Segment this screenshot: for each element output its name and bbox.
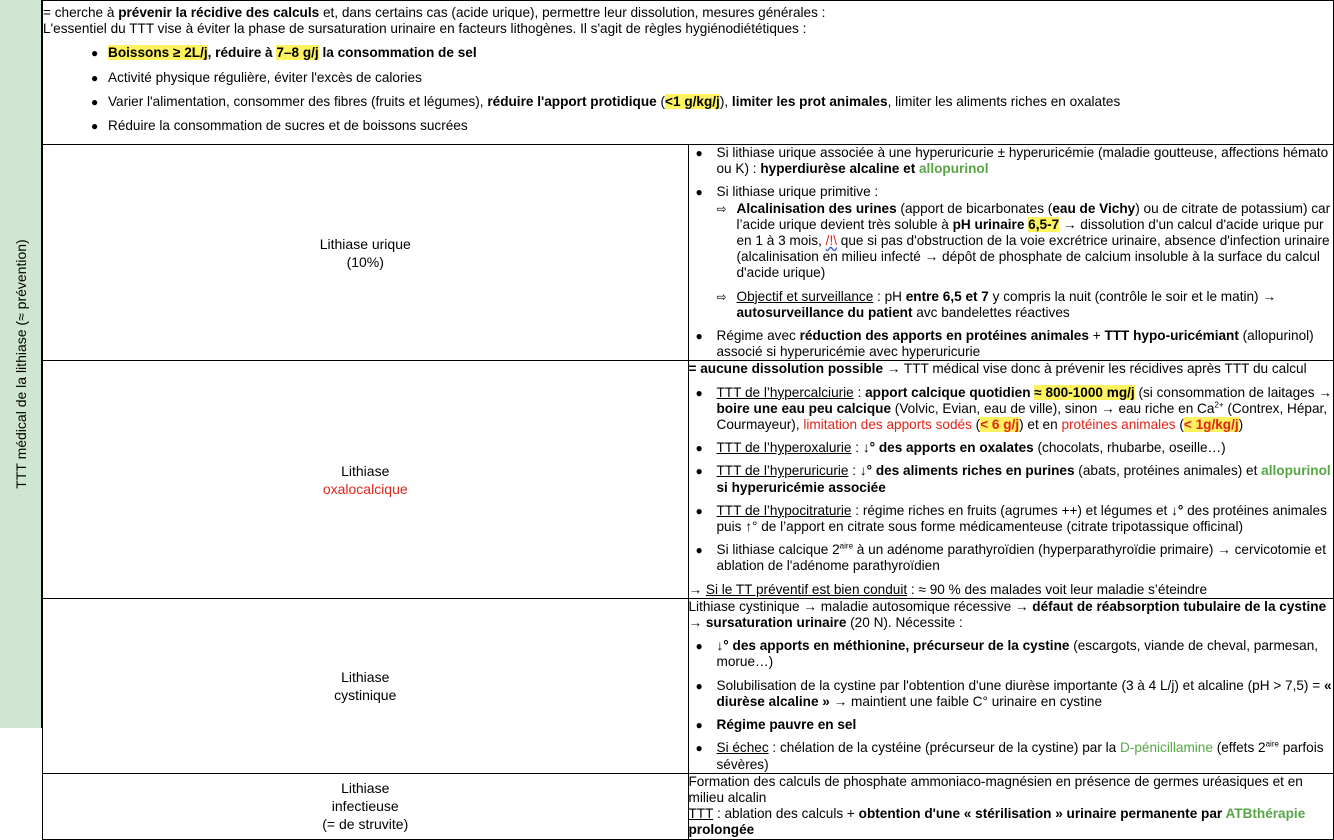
- text-run: +: [1088, 328, 1105, 344]
- bullet-item: [689, 503, 1334, 535]
- text-run: y compris la nuit (contrôle le soir et le matin) →: [988, 288, 1276, 304]
- bullet-marker-icon: ●: [695, 741, 703, 756]
- text-run: TTT de l’hyperuricurie: [716, 463, 849, 479]
- text-run: que si pas d'obstruction de la voie excrétrice urinaire, absence d'infection urinaire (alcalinisation en milieu infecté → dépôt de phosphate de calcium insoluble à la surface du calcul d'acide urique): [736, 233, 1330, 281]
- bullet-item: [689, 638, 1334, 670]
- text-run: :: [853, 384, 866, 400]
- text-run: Régime avec: [716, 328, 800, 344]
- text-run: Si lithiase urique primitive :: [716, 184, 879, 200]
- text-line: [689, 582, 1334, 598]
- section-label-line: Lithiase urique: [319, 235, 411, 252]
- text-run: Solubilisation de la cystine par l'obtention d'une diurèse importante (3 à 4 L/j) et alcaline (pH > 7,5) =: [716, 677, 1324, 693]
- text-run: prolongée: [688, 822, 755, 838]
- text-run: protéines animales: [1061, 417, 1176, 433]
- section-body-infectieuse: [688, 773, 1334, 839]
- arrow-marker-icon: ⇨: [716, 201, 727, 216]
- text-run: parfois sévères): [716, 740, 1324, 772]
- text-run: limitation des apports sodés: [803, 417, 972, 433]
- text-run: « diurèse alcaline »: [716, 677, 1332, 709]
- text-run: boire une eau peu calcique: [716, 400, 892, 416]
- text-run: réduction des apports en protéines animales: [799, 328, 1089, 344]
- section-row: [43, 598, 1334, 773]
- bullet-marker-icon: ●: [695, 678, 703, 693]
- text-run: , limiter les aliments riches en oxalates: [887, 93, 1121, 109]
- section-label-line: infectieuse: [331, 798, 399, 815]
- text-run: Varier l'alimentation, consommer des fibres (fruits et légumes),: [108, 93, 488, 109]
- text-run: (escargots, viande de cheval, parmesan, morue…): [716, 638, 1319, 670]
- bullet-item: [689, 463, 1334, 495]
- item-text: [737, 289, 1334, 321]
- text-run: Si lithiase urique associée à une hyperuricurie ± hyperuricémie (maladie goutteuse, affections hémato ou K) :: [716, 145, 1329, 177]
- bullet-item: [689, 542, 1334, 574]
- text-run: allopurinol: [1261, 463, 1331, 479]
- text-run: la consommation de sel: [318, 45, 477, 61]
- item-text: [108, 70, 422, 86]
- bullet-item: [689, 328, 1334, 360]
- text-run: ),: [719, 93, 732, 109]
- text-run: → maintient une faible C° urinaire en cystine: [829, 693, 1103, 709]
- text-run: (abats, protéines animales) et: [1074, 463, 1262, 479]
- text-run: allopurinol: [919, 161, 989, 177]
- item-text: [717, 385, 1334, 434]
- text-run: (chocolats, rhubarbe, oseille…): [1033, 440, 1226, 456]
- text-run: défaut de réabsorption tubulaire de la cystine → sursaturation urinaire: [688, 598, 1327, 631]
- item-text: [108, 118, 468, 134]
- section-label-line: cystinique: [334, 686, 397, 703]
- text-run: (si consommation de laitages →: [1134, 384, 1332, 400]
- bullet-marker-icon: ●: [695, 639, 703, 654]
- general-row: [43, 1, 1334, 145]
- text-run: :: [851, 440, 863, 456]
- section-label-line: oxalocalcique: [322, 480, 408, 497]
- bullet-item: [689, 740, 1334, 772]
- bullet-item: [43, 45, 1333, 61]
- bullet-marker-icon: ●: [695, 503, 703, 518]
- item-text: [717, 503, 1334, 535]
- text-run: réduire l'apport protidique: [487, 93, 657, 109]
- bullet-marker-icon: ●: [695, 185, 703, 200]
- bullet-marker-icon: ●: [695, 441, 703, 456]
- section-label-line: (= de struvite): [322, 816, 409, 833]
- text-run: 7–8 g/j: [276, 45, 319, 61]
- text-run: TTT de l’hypocitraturie: [716, 502, 852, 518]
- item-text: [108, 94, 1120, 110]
- bullet-item: [689, 385, 1334, 434]
- text-run: L'essentiel du TTT vise à éviter la phase de sursaturation urinaire en facteurs lithogènes. Il s'agit de règles hygiénodiététiques :: [43, 21, 807, 37]
- text-run: Activité physique régulière, éviter l'excès de calories: [108, 69, 422, 85]
- bullet-marker-icon: ●: [91, 94, 99, 109]
- text-run: TTT de l’hypercalciurie: [716, 384, 854, 400]
- item-text: [717, 542, 1334, 574]
- item-text: [737, 201, 1334, 282]
- section-body-cystinique: [688, 598, 1334, 773]
- item-text: [717, 440, 1226, 456]
- bullet-marker-icon: ●: [695, 718, 703, 733]
- section-label-cystinique: [43, 598, 689, 773]
- section-row: [43, 361, 1334, 598]
- text-run: Objectif et surveillance: [736, 288, 874, 304]
- arrow-marker-icon: ⇨: [716, 289, 727, 304]
- item-text: [717, 145, 1334, 177]
- bullet-marker-icon: ●: [695, 464, 703, 479]
- item-text: [717, 740, 1334, 772]
- text-run: Si lithiase calcique 2: [716, 542, 840, 558]
- text-run: (effets 2: [1212, 740, 1266, 756]
- text-run: : chélation de la cystéine (précurseur de la cystine) par la: [768, 740, 1120, 756]
- text-run: ) ou de citrate de potassium) car l’acide urique devient très soluble à: [736, 200, 1331, 232]
- text-run: (apport de bicarbonates (: [896, 200, 1053, 216]
- text-run: Boissons ≥ 2L/j: [108, 45, 208, 61]
- text-run: prévenir la récidive des calculs: [118, 5, 320, 20]
- text-run: (20 N). Nécessite :: [846, 615, 963, 631]
- text-run: si hyperuricémie associée: [716, 479, 886, 495]
- bullet-item: [689, 678, 1334, 710]
- text-run: autosurveillance du patient: [736, 304, 913, 320]
- text-run: et, dans certains cas (acide urique), permettre leur dissolution, mesures générales :: [319, 5, 826, 20]
- bullet-item: [689, 184, 1334, 200]
- text-run: eau de Vichy: [1052, 200, 1136, 216]
- text-run: des protéines animales puis ↑° de l’apport en citrate sous forme médicamenteuse (citrate tripotassique officinal): [716, 502, 1327, 535]
- item-text: [108, 45, 477, 61]
- text-run: obtention d'une « stérilisation » urinaire permanente par: [858, 806, 1226, 822]
- bullet-marker-icon: ●: [695, 146, 703, 160]
- text-run: avc bandelettes réactives: [912, 304, 1070, 320]
- side-category-band: [0, 0, 42, 728]
- section-label-oxalocalcique: [43, 361, 689, 598]
- section-label-urique: [43, 145, 689, 361]
- text-run: apport calcique quotidien: [865, 384, 1035, 400]
- text-run: Alcalinisation des urines: [736, 200, 897, 216]
- text-run: ↓°: [1171, 502, 1184, 518]
- text-run: , réduire à: [207, 45, 277, 61]
- bullet-marker-icon: ●: [91, 70, 99, 85]
- text-run: ↓° des apports en oxalates: [862, 440, 1034, 456]
- bullet-item: [43, 70, 1333, 86]
- item-text: [717, 638, 1334, 670]
- text-run: TTT hypo-uricémiant: [1104, 328, 1239, 344]
- text-run: →: [688, 581, 706, 597]
- text-run: (: [971, 417, 981, 433]
- text-run: 2+: [1214, 400, 1224, 410]
- text-run: Lithiase cystinique → maladie autosomique récessive →: [688, 598, 1033, 614]
- section-label-infectieuse: [43, 773, 689, 839]
- text-run: limiter les prot animales: [731, 93, 888, 109]
- text-line: [689, 806, 1334, 838]
- section-label-line: Lithiase: [341, 780, 390, 797]
- bullet-item: [43, 118, 1333, 134]
- text-run: (Volvic, Evian, eau de ville), sinon → eau riche en Ca: [891, 400, 1215, 416]
- text-run: = aucune dissolution possible: [688, 361, 884, 377]
- text-run: : ≈ 90 % des malades voit leur maladie s’éteindre: [907, 581, 1208, 597]
- text-run: <1 g/kg/j: [665, 93, 720, 109]
- text-run: TTT de l’hyperoxalurie: [716, 440, 852, 456]
- text-run: → TTT médical vise donc à prévenir les récidives après TTT du calcul: [883, 361, 1307, 377]
- text-run: Si échec: [716, 740, 769, 756]
- text-run: D-pénicillamine: [1120, 740, 1213, 756]
- section-label-line: Lithiase: [341, 668, 390, 685]
- treatment-table: [42, 0, 1334, 840]
- text-run: ) et en: [1019, 417, 1062, 433]
- bullet-marker-icon: ●: [91, 119, 99, 134]
- section-label-line: (10%): [346, 253, 384, 270]
- bullet-marker-icon: ●: [695, 385, 703, 400]
- text-run: (: [1175, 417, 1184, 433]
- text-run: pH urinaire: [952, 216, 1029, 232]
- text-run: < 1g/kg/j: [1183, 417, 1239, 433]
- item-text: [717, 328, 1334, 360]
- item-text: [717, 184, 879, 200]
- text-line: [689, 774, 1334, 806]
- general-measures-cell: [43, 1, 1334, 145]
- text-line: [689, 599, 1334, 631]
- text-run: :: [848, 463, 860, 479]
- text-run: Formation des calculs de phosphate ammoniaco-magnésien en présence de germes uréasiques et en milieu alcalin: [688, 773, 1303, 805]
- text-run: Si le TT préventif est bien conduit: [705, 581, 908, 597]
- text-run: (allopurinol) associé si hyperuricémie avec hyperuricurie: [716, 328, 1314, 360]
- text-run: ↓° des aliments riches en purines: [859, 463, 1075, 479]
- text-run: à un adénome parathyroïdien (hyperparathyroïdie primaire) → cervicotomie et ablation de l'adénome parathyroïdien: [716, 542, 1327, 574]
- bullet-item: [689, 717, 1334, 733]
- section-row: [43, 773, 1334, 839]
- side-label: TTT médical de la lithiase (≈ prévention): [12, 239, 29, 489]
- text-run: ATBthérapie: [1225, 806, 1306, 822]
- bullet-item: [689, 440, 1334, 456]
- text-line: [689, 361, 1334, 377]
- text-run: : pH: [873, 288, 906, 304]
- arrow-item: [689, 201, 1334, 282]
- text-run: ↓° des apports en méthionine, précurseur de la cystine: [716, 638, 1070, 654]
- text-run: 6,5-7: [1028, 216, 1060, 232]
- section-body-urique: [688, 145, 1334, 361]
- text-run: ≈ 800-1000 mg/j: [1034, 384, 1135, 400]
- section-label-line: Lithiase: [341, 462, 390, 479]
- section-body-oxalocalcique: [688, 361, 1334, 598]
- bullet-item: [689, 145, 1334, 177]
- text-run: /!\: [825, 233, 838, 249]
- text-run: aire: [1265, 739, 1279, 749]
- text-run: : ablation des calculs +: [713, 806, 859, 822]
- text-run: < 6 g/j: [980, 417, 1020, 433]
- text-run: = cherche à: [43, 5, 119, 20]
- text-line: [43, 5, 1333, 21]
- text-run: TTT: [688, 806, 714, 822]
- text-line: [43, 21, 1333, 37]
- text-run: entre 6,5 et 7: [905, 288, 989, 304]
- text-run: (: [656, 93, 666, 109]
- text-run: Réduire la consommation de sucres et de boissons sucrées: [108, 118, 468, 134]
- text-run: aire: [839, 541, 854, 551]
- text-run: ): [1238, 417, 1244, 433]
- item-text: [717, 678, 1334, 710]
- item-text: [717, 717, 857, 733]
- arrow-item: [689, 289, 1334, 321]
- bullet-marker-icon: ●: [91, 46, 99, 61]
- text-run: hyperdiurèse alcaline et: [760, 161, 919, 177]
- item-text: [717, 463, 1334, 495]
- bullet-marker-icon: ●: [695, 543, 703, 558]
- text-run: Régime pauvre en sel: [716, 717, 857, 733]
- bullet-marker-icon: ●: [695, 329, 703, 344]
- text-run: → dissolution d'un calcul d'acide urique pur en 1 à 3 mois,: [736, 216, 1324, 249]
- bullet-item: [43, 94, 1333, 110]
- section-row: [43, 145, 1334, 361]
- text-run: (Contrex, Hépar, Courmayeur),: [716, 400, 1328, 433]
- text-run: : régime riches en fruits (agrumes ++) et légumes et: [851, 502, 1172, 518]
